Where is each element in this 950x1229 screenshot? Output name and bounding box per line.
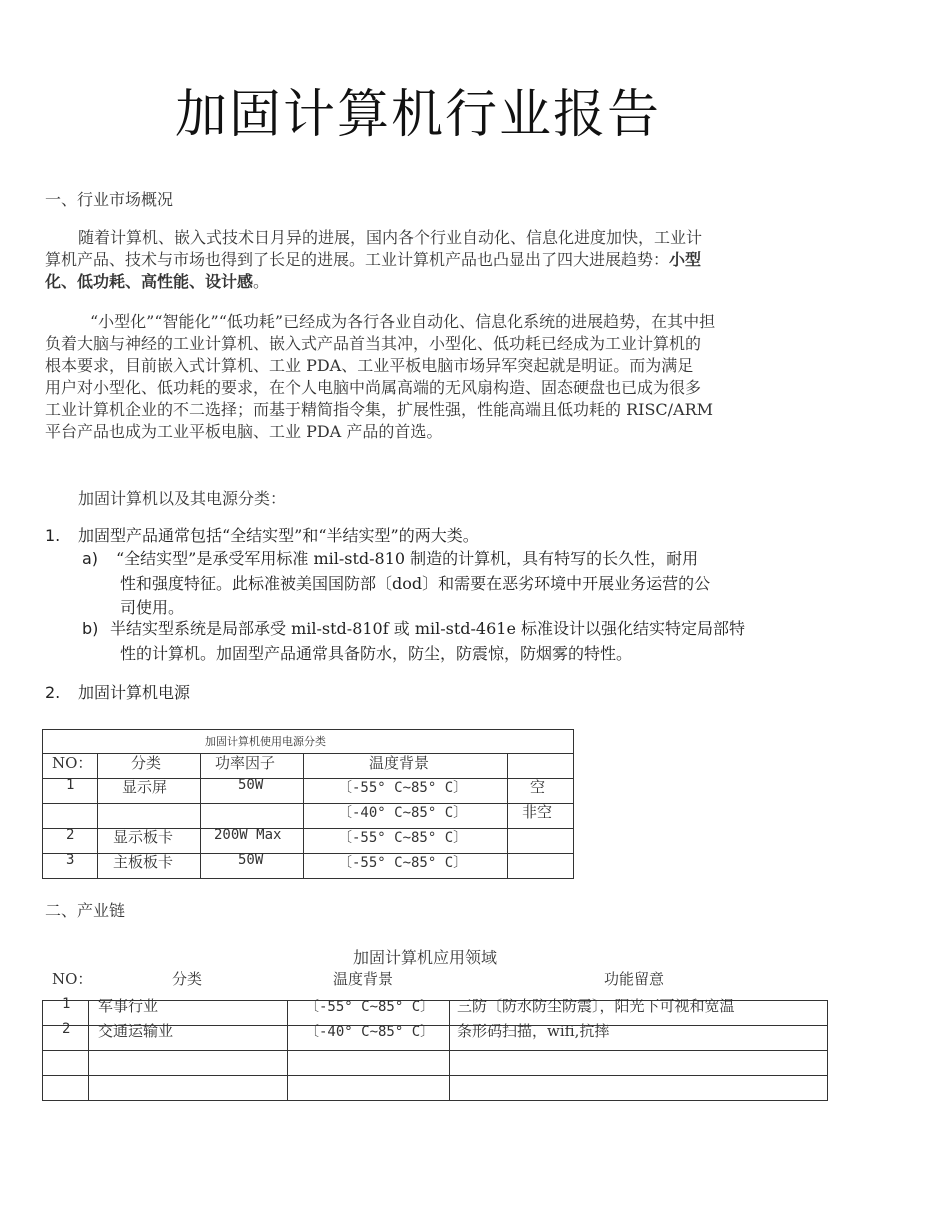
table-header: 分类 [172, 970, 203, 988]
table-cell: 〔-55° C~85° C〕 [338, 855, 468, 871]
classification-intro: 加固计算机以及其电源分类： [78, 489, 287, 508]
table-cell: 〔-40° C~85° C〕 [338, 805, 468, 821]
paragraph-line: 平台产品也成为工业平板电脑、工业 PDA 产品的首选。 [45, 422, 443, 441]
table-cell: 1 [66, 777, 75, 793]
paragraph-line: “小型化”“智能化”“低功耗”已经成为各行各业自动化、信息化系统的进展趋势，在其中担 [90, 312, 716, 331]
section1-heading: 一、行业市场概况 [45, 190, 174, 209]
table-cell: 2 [66, 827, 75, 843]
table-header: 功能留意 [604, 970, 665, 988]
paragraph-line [45, 271, 702, 293]
sublist-text: 司使用。 [120, 598, 185, 617]
paragraph-text: 算机产品、技术与市场也得到了长足的进展。工业计算机产品也凸显出了四大进展趋势： [45, 250, 670, 269]
table-cell: 1 [62, 996, 71, 1012]
table-cell: 50W [238, 777, 264, 793]
table-cell: 主板板卡 [113, 853, 174, 871]
table-header: NO： [52, 970, 93, 988]
emphasis-text: 小型 [669, 250, 702, 269]
power-table-caption: 加固计算机使用电源分类 [205, 735, 326, 748]
table-cell: 〔-55° C~85° C〕 [338, 780, 468, 796]
sublist-label: a) [82, 549, 99, 568]
table-cell: 条形码扫描，wifi,抗摔 [457, 1022, 610, 1040]
list-item-text: 加固计算机电源 [78, 683, 191, 702]
sublist-text: 性和强度特征。此标准被美国国防部〔dod〕和需要在恶劣环境中开展业务运营的公 [120, 574, 711, 593]
table-cell: 显示板卡 [113, 828, 174, 846]
table-header: 温度背景 [369, 754, 430, 772]
table-cell: 〔-55° C~85° C〕 [338, 830, 468, 846]
table-header: NO： [52, 754, 93, 772]
paragraph-line [45, 249, 702, 271]
app-table-caption: 加固计算机应用领域 [353, 948, 498, 967]
page-title: 加固计算机行业报告 [175, 85, 662, 145]
paragraph-miniaturization [45, 311, 715, 443]
list-number: 1. [45, 526, 61, 545]
table-cell: 非空 [522, 803, 553, 821]
paragraph-line: 工业计算机企业的不二选择；而基于精简指令集，扩展性强，性能高端且低功耗的 RISC/ARM [45, 400, 714, 419]
table-cell: 〔-40° C~85° C〕 [305, 1024, 435, 1040]
table-cell: 空 [530, 778, 546, 796]
table-cell: 显示屏 [122, 778, 168, 796]
table-cell: 军事行业 [98, 997, 159, 1015]
table-header: 分类 [131, 754, 162, 772]
table-cell: 三防〔防水防尘防震〕，阳光下可视和宽温 [457, 997, 735, 1015]
emphasis-text: 化、低功耗、高性能、设计感 [45, 272, 254, 291]
table-cell: 50W [238, 852, 264, 868]
table-cell: 〔-55° C~85° C〕 [305, 999, 435, 1015]
list-item-text: 加固型产品通常包括“全结实型”和“半结实型”的两大类。 [78, 526, 479, 545]
sublist-text: 性的计算机。加固型产品通常具备防水，防尘，防震惊，防烟雾的特性。 [120, 644, 633, 663]
list-number: 2. [45, 683, 61, 702]
section2-heading: 二、产业链 [45, 901, 126, 920]
table-header: 功率因子 [215, 754, 276, 772]
paragraph-line: 根本要求，目前嵌入式计算机、工业 PDA、工业平板电脑市场异军突起就是明证。而为满足 [45, 356, 694, 375]
table-cell: 2 [62, 1021, 71, 1037]
sublist-text: 半结实型系统是局部承受 mil-std-810f 或 mil-std-461e 标准设计以强化结实特定局部特 [110, 619, 746, 638]
table-cell: 3 [66, 852, 75, 868]
paragraph-line: 用户对小型化、低功耗的要求，在个人电脑中尚属高端的无风扇构造、固态硬盘也已成为很多 [45, 378, 702, 397]
paragraph-line: 负着大脑与神经的工业计算机、嵌入式产品首当其冲，小型化、低功耗已经成为工业计算机的 [45, 334, 702, 353]
sublist-text: “全结实型”是承受军用标准 mil-std-810 制造的计算机，具有特写的长久性，耐用 [116, 549, 699, 568]
paragraph-trends [45, 227, 702, 293]
table-header: 温度背景 [333, 970, 394, 988]
sublist-label: b) [82, 619, 99, 638]
table-cell: 交通运输业 [98, 1022, 174, 1040]
table-cell: 200W Max [214, 827, 282, 843]
paragraph-text: 。 [253, 272, 270, 291]
paragraph-line: 随着计算机、嵌入式技术日月异的进展，国内各个行业自动化、信息化进度加快，工业计 [78, 228, 703, 247]
